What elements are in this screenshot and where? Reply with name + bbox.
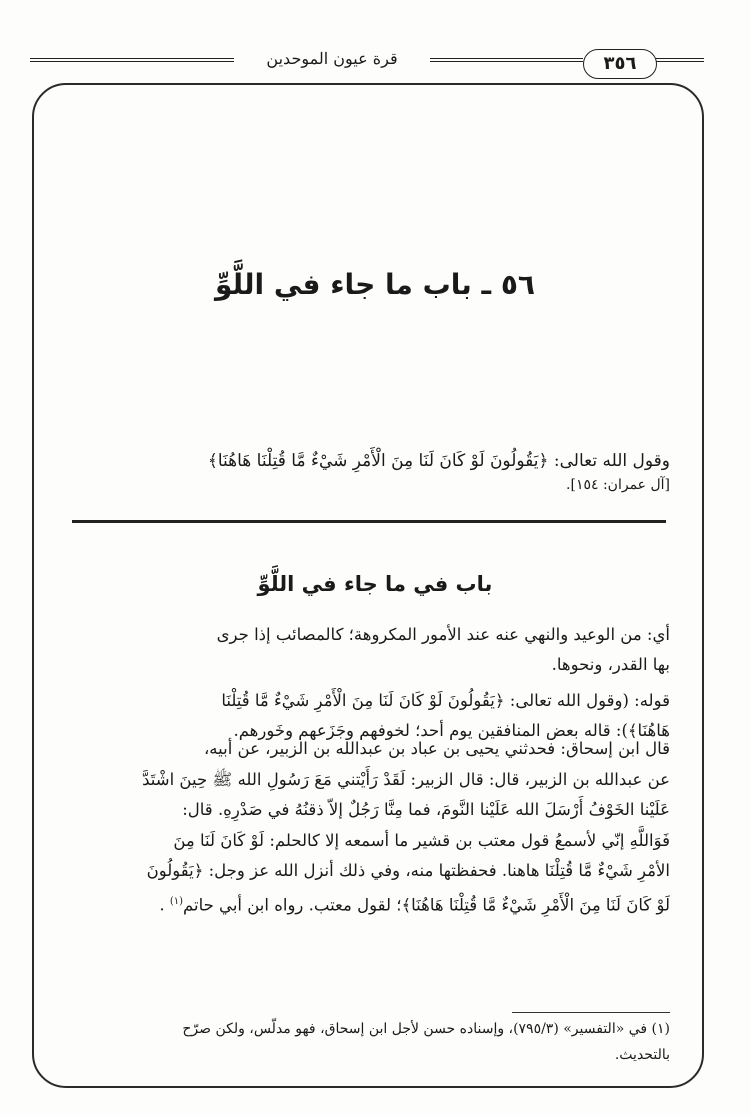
footnote-marker[interactable]: (١) bbox=[169, 895, 184, 907]
footnote-rule bbox=[512, 1012, 670, 1013]
header-rule-left bbox=[30, 58, 234, 62]
section-divider bbox=[72, 520, 666, 523]
page-header bbox=[0, 0, 751, 80]
section-title: باب في ما جاء في اللَّوِّ bbox=[257, 572, 493, 596]
paragraph-line: فَوَاللَّهِ إنّي لأسمعُ قول معتب بن قشير ما أسمعه إلا كالحلم: لَوْ كَانَ لَنَا مِنَ bbox=[173, 830, 670, 850]
paragraph-1 bbox=[70, 620, 670, 680]
chapter-verse: وقول الله تعالى: ﴿يَقُولُونَ لَوْ كَانَ لَنَا مِنَ الْأَمْرِ شَيْءٌ مَّا قُتِلْنَا هَاهُنَا﴾ bbox=[207, 451, 670, 471]
header-rule-right bbox=[656, 58, 704, 62]
running-title: قرة عيون الموحدين bbox=[234, 46, 430, 72]
paragraph-line: عَلَيْنا الخَوْفُ أَرْسَلَ الله عَلَيْنا النَّومَ، فما مِنَّا رَجُلٌ إلاّ ذقنُهُ في صَدْرِهِ. قال: bbox=[182, 800, 670, 819]
header-rule-middle bbox=[430, 58, 583, 62]
paragraph-line: الأمْرِ شَيْءٌ مَّا قُتِلْنَا هاهنا. فحفظتها منه، وفي ذلك أنزل الله عز وجل: ﴿يَقُولُونَ bbox=[146, 861, 670, 880]
paragraph-line-text: لَوْ كَانَ لَنَا مِنَ الْأَمْرِ شَيْءٌ مَّا قُتِلْنَا هَاهُنَا﴾؛ لقول معتب. رواه ابن أبي حاتم bbox=[183, 895, 670, 914]
footnote bbox=[70, 1016, 670, 1068]
paragraph-line: قوله: (وقول الله تعالى: ﴿يَقُولُونَ لَوْ كَانَ لَنَا مِنَ الْأَمْرِ شَيْءٌ مَّا قُتِلْنَا bbox=[221, 691, 670, 710]
footnote-line: بالتحديث. bbox=[614, 1047, 670, 1063]
paragraph-line: عن عبدالله بن الزبير، قال: قال الزبير: لَقَدْ رَأَيْتني مَعَ رَسُولِ الله ﷺ حِينَ اشْتَدَّ bbox=[142, 769, 670, 789]
paragraph-line: قال ابن إسحاق: فحدثني يحيى بن عباد بن عبدالله بن الزبير، عن أبيه، bbox=[203, 739, 670, 758]
footnote-line: (١) في «التفسير» (٧٩٥/٣)، وإسناده حسن لأجل ابن إسحاق، فهو مدلّس، ولكن صرّح bbox=[182, 1021, 670, 1037]
chapter-title: ٥٦ ـ باب ما جاء في اللَّوِّ bbox=[214, 268, 536, 301]
page-number: ٣٥٦ bbox=[583, 49, 657, 79]
paragraph-line: بها القدر، ونحوها. bbox=[551, 655, 670, 674]
paragraph-line: أي: من الوعيد والنهي عنه عند الأمور المكروهة؛ كالمصائب إذا جرى bbox=[216, 625, 670, 644]
paragraph-3 bbox=[70, 734, 670, 917]
chapter-verse-reference: [آل عمران: ١٥٤]. bbox=[566, 477, 670, 493]
paragraph-line: هَاهُنَا﴾): قاله بعض المنافقين يوم أحد؛ لخوفهم وجَزَعهم وخَورهم. bbox=[233, 721, 670, 740]
paragraph-line-last: لَوْ كَانَ لَنَا مِنَ الْأَمْرِ شَيْءٌ مَّا قُتِلْنَا هَاهُنَا﴾؛ لقول معتب. رواه ابن أبي حاتم$^{(١)}$ . bbox=[159, 895, 670, 914]
